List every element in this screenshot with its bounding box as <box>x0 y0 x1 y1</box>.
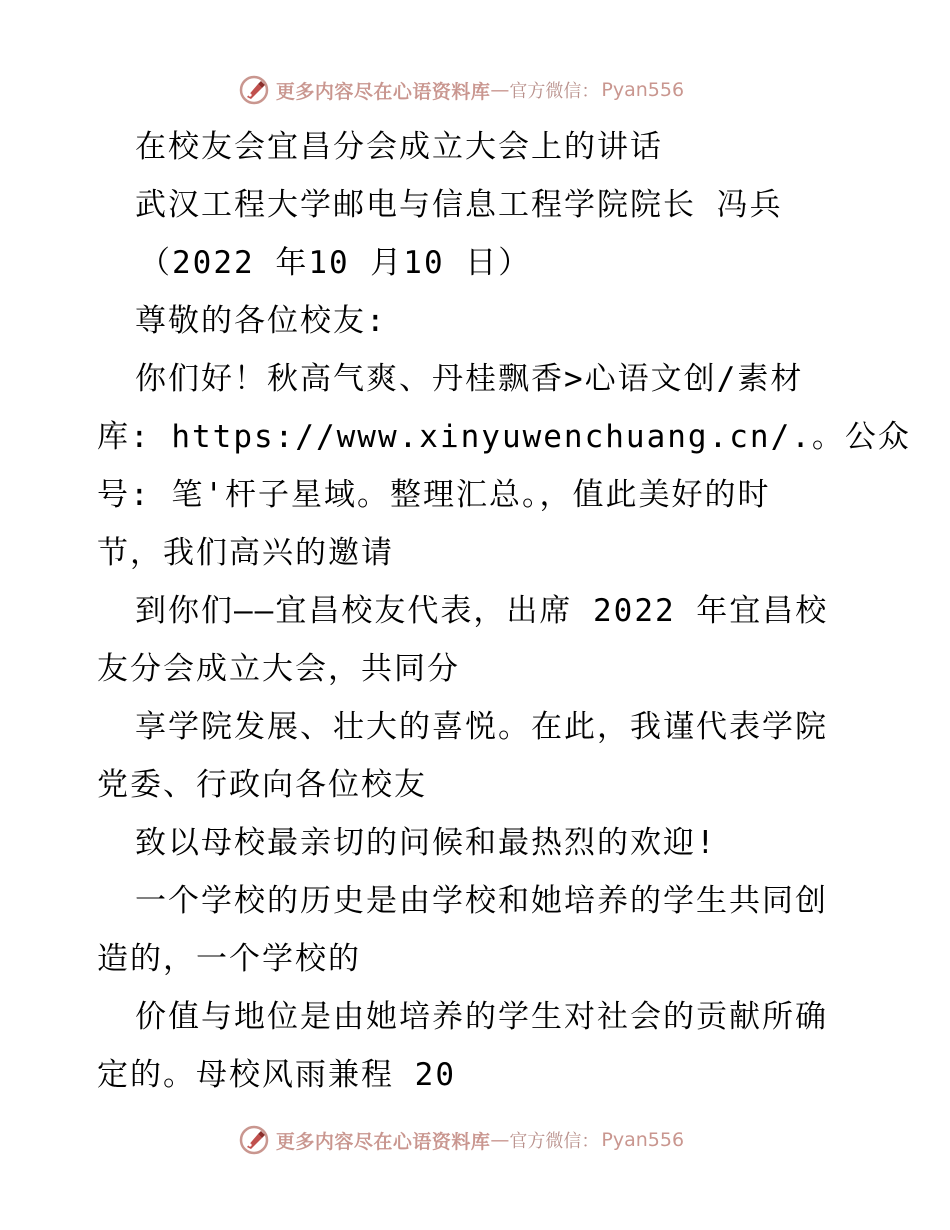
body-line: 到你们——宜昌校友代表，出席 2022 年宜昌校 <box>135 593 829 629</box>
banner-wechat-label: 官方微信： <box>509 1131 600 1152</box>
body-line: 享学院发展、壮大的喜悦。在此，我谨代表学院 <box>135 709 828 745</box>
date-line: （2022 年10 月10 日） <box>139 245 532 281</box>
banner-separator: — <box>490 79 510 101</box>
document-body <box>97 118 911 1104</box>
banner-slogan: 更多内容尽在心语资料库 <box>275 1130 491 1153</box>
header-watermark-banner <box>0 70 950 110</box>
speaker-line: 武汉工程大学邮电与信息工程学院院长 冯兵 <box>135 187 783 223</box>
document-title: 在校友会宜昌分会成立大会上的讲话 <box>135 129 663 165</box>
banner-wechat-id: Pyan556 <box>601 1129 685 1151</box>
body-line: 你们好！秋高气爽、丹桂飘香>心语文创/素材 <box>135 361 804 397</box>
banner-wechat-id: Pyan556 <box>601 79 685 101</box>
body-line: 党委、行政向各位校友 <box>97 767 427 803</box>
body-line: 节，我们高兴的邀请 <box>97 535 394 571</box>
banner-wechat-label: 官方微信： <box>509 81 600 102</box>
body-line: 友分会成立大会，共同分 <box>97 651 460 687</box>
body-line: 致以母校最亲切的问候和最热烈的欢迎! <box>135 825 717 861</box>
body-line: 定的。母校风雨兼程 20 <box>97 1057 456 1093</box>
banner-separator: — <box>490 1129 510 1151</box>
body-line: 价值与地位是由她培养的学生对社会的贡献所确 <box>135 999 828 1035</box>
body-line: 一个学校的历史是由学校和她培养的学生共同创 <box>135 883 828 919</box>
salutation: 尊敬的各位校友: <box>135 303 387 339</box>
footer-watermark-banner <box>0 1120 950 1160</box>
banner-slogan: 更多内容尽在心语资料库 <box>275 80 491 103</box>
body-line: 库: https://www.xinyuwenchuang.cn/.。公众 <box>97 419 911 455</box>
pen-nib-icon <box>238 74 270 106</box>
body-line: 号: 笔'杆子星域。整理汇总。，值此美好的时 <box>97 477 771 513</box>
body-line: 造的，一个学校的 <box>97 941 361 977</box>
pen-nib-icon <box>238 1124 270 1156</box>
